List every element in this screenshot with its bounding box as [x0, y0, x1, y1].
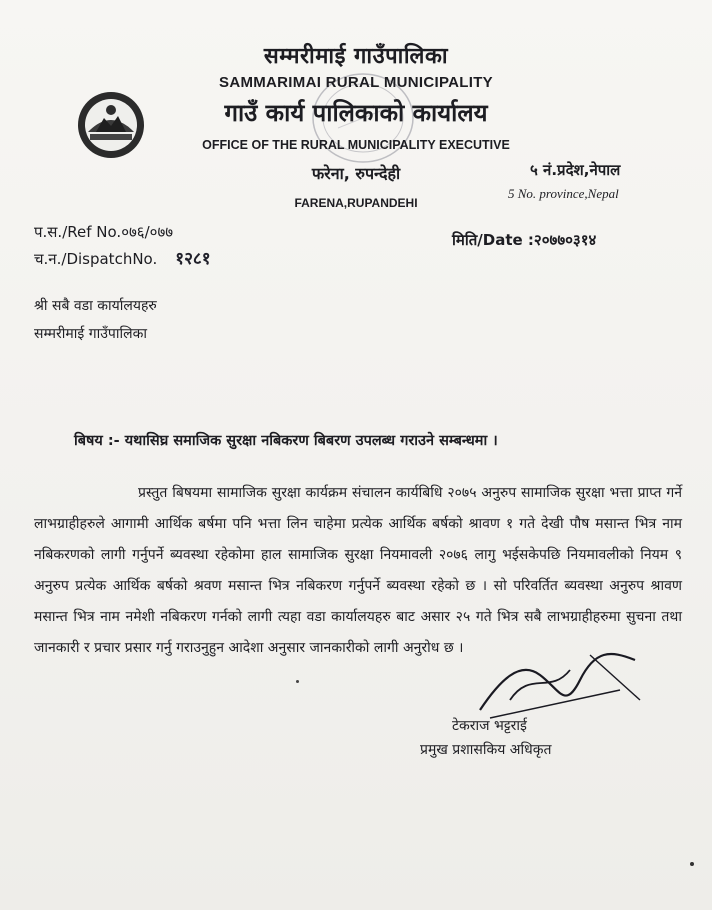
- office-address-np: फरेना, रुपन्देही: [311, 164, 401, 183]
- office-name-en: OFFICE OF THE RURAL MUNICIPALITY EXECUTIVE: [202, 138, 510, 152]
- dispatch-label: च.न./DispatchNo.: [34, 250, 158, 268]
- province-en: 5 No. province,Nepal: [508, 186, 619, 201]
- letter-date: [452, 230, 596, 250]
- municipality-name-np: सम्मरीमाई गाउँपालिका: [263, 44, 449, 69]
- paper-mark: [690, 862, 694, 866]
- signatory-title: प्रमुख प्रशासकिय अधिकृत: [420, 742, 552, 758]
- date-label: मिति/Date :: [452, 231, 534, 249]
- ref-value: ०७६/०७७: [121, 223, 174, 241]
- reference-number: [34, 222, 173, 242]
- office-address-en: FARENA,RUPANDEHI: [294, 196, 418, 210]
- letter-body: प्रस्तुत बिषयमा सामाजिक सुरक्षा कार्यक्रम संचालन कार्यबिधि २०७५ अनुरुप सामाजिक सुरक्षा भत्ता प्राप्त गर्ने लाभग्राहीहरुले आगामी आर्थिक बर्षमा पनि भत्ता लिन चाहेमा प्रत्येक आर्थिक बर्षको श्रावण १ गते देखी पौष मसान्त भित्र नाम नबिकरणको लागी गर्नुपर्ने ब्यवस्था रहेकोमा हाल सामाजिक सुरक्षा नियमावली २०७६ लागु भईसकेपछि नियमावलीको नियम ९ अनुरुप प्रत्येक आर्थिक बर्षको श्रवण मसान्त भित्र नबिकरण गर्नुपर्ने ब्यवस्था रहेको छ । सो परिवर्तित ब्यवस्था अनुरुप श्रावण मसान्त भित्र नाम नमेशी नबिकरण गर्नको लागी त्यहा वडा कार्यालयहरु बाट असार २५ गते भित्र सबै लाभग्राहीहरुमा सुचना तथा जानकारी र प्रचार प्रसार गर्नु गराउनुहुन आदेशा अनुसार जानकारीको लागी अनुरोध छ ।: [34, 485, 682, 656]
- subject-line: बिषय :- यथासिघ्र समाजिक सुरक्षा नबिकरण बिबरण उपलब्ध गराउने सम्बन्धमा ।: [74, 433, 498, 449]
- paper-mark: [296, 680, 299, 683]
- dispatch-number: [34, 246, 211, 269]
- office-name-np: गाउँ कार्य पालिकाको कार्यालय: [224, 99, 488, 127]
- ref-label: प.स./Ref No.: [34, 223, 122, 241]
- municipality-name-en: SAMMARIMAI RURAL MUNICIPALITY: [219, 74, 493, 91]
- addressee-line-2: सम्मरीमाई गाउँपालिका: [34, 326, 147, 342]
- dispatch-value: १२८१: [175, 249, 211, 269]
- province-np: ५ नं.प्रदेश,नेपाल: [530, 161, 621, 179]
- addressee-line-1: श्री सबै वडा कार्यालयहरु: [34, 298, 157, 314]
- date-value: २०७७०३१४: [533, 231, 597, 249]
- signatory-name: टेकराज भट्टराई: [452, 718, 527, 734]
